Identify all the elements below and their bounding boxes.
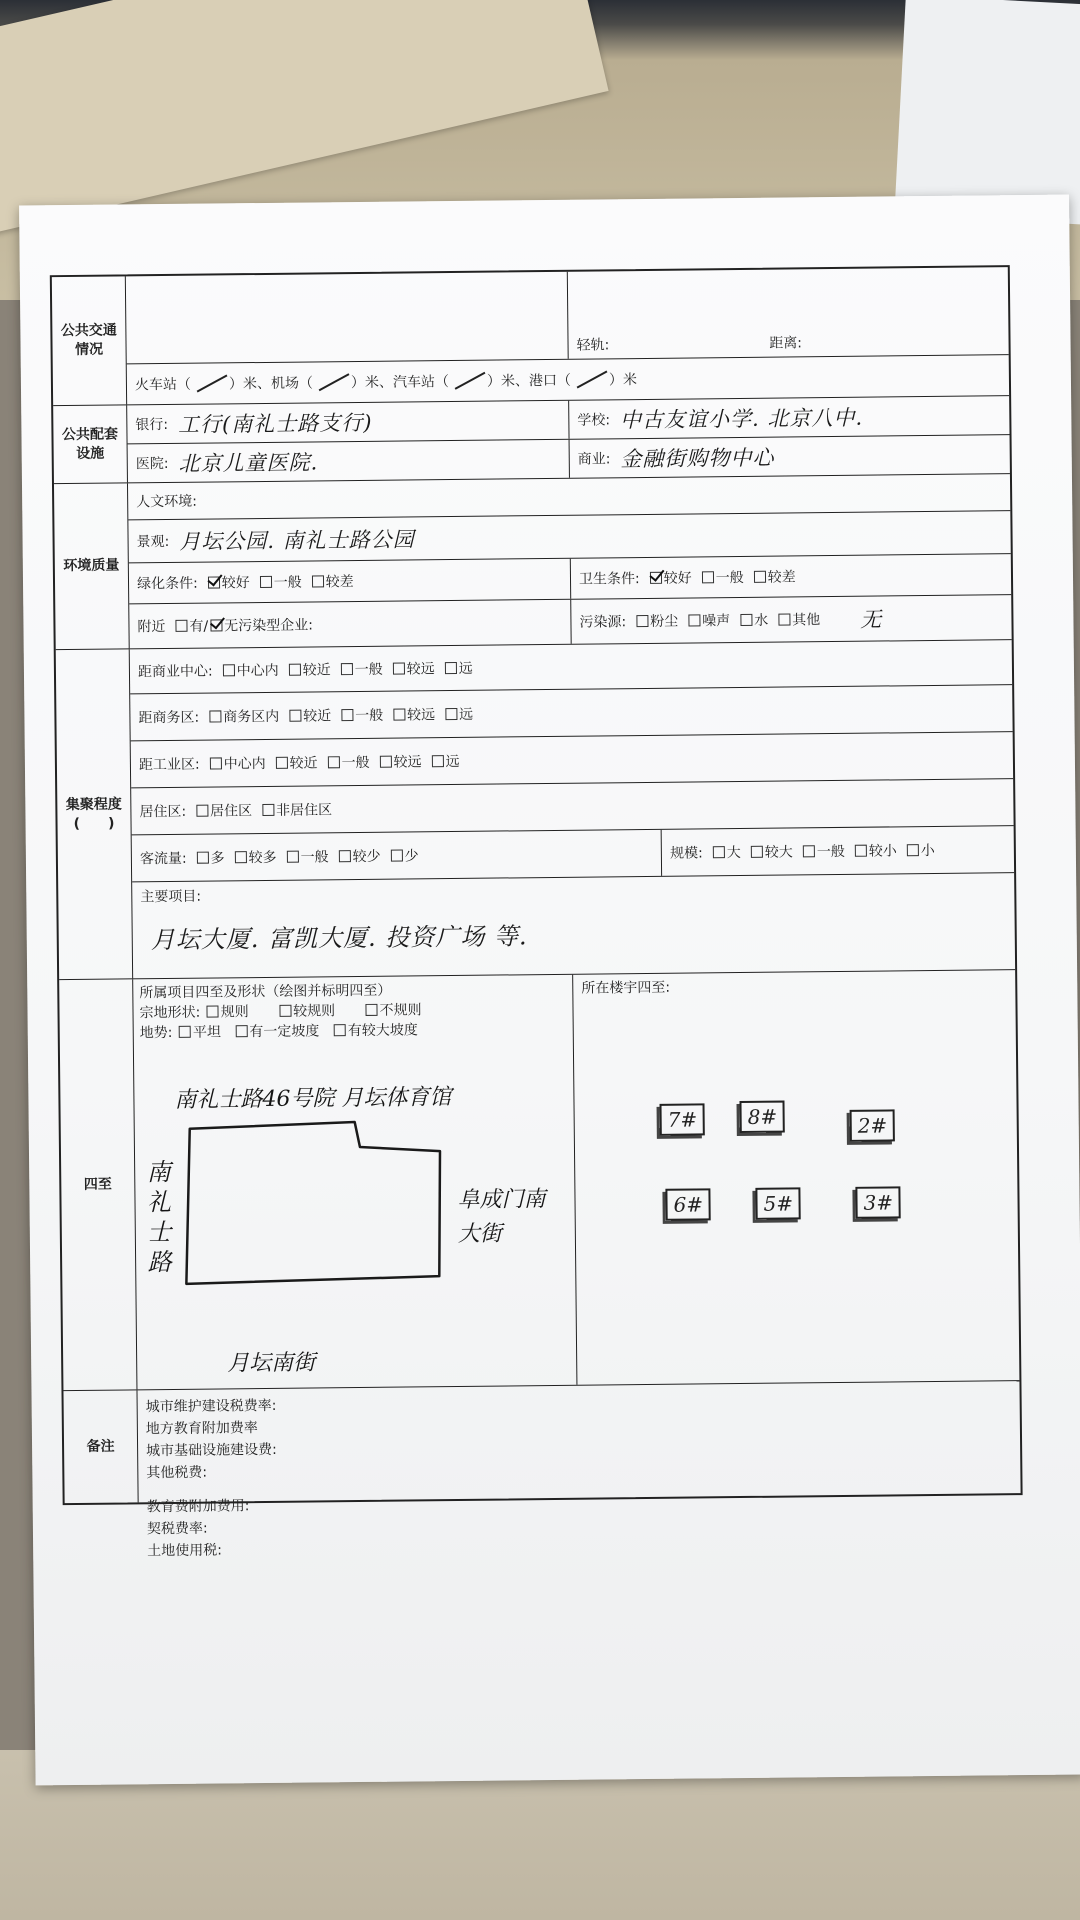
pollution-cell [570,595,1011,644]
projects-cell [132,873,1015,978]
notes-right-column [139,1486,581,1569]
checkbox-icon[interactable] [276,757,288,769]
checkbox-icon[interactable] [179,1026,191,1038]
nearby-opt-no: 无污染型企业: [224,617,314,635]
building-7: 7# [660,1103,706,1135]
school-value: 中古友谊小学. 北京八中. [619,405,864,433]
checkbox-icon[interactable] [312,575,324,587]
checkbox-icon[interactable] [380,756,392,768]
checkbox-icon[interactable] [235,851,247,863]
note-line: 契税费率: [146,1520,208,1538]
section-boundaries [59,970,1019,1391]
business-distance-cell [130,685,1012,740]
pollution-opt-water: 水 [754,612,769,629]
nearby-label: 附近 [137,619,166,636]
pollution-opt-noise: 噪声 [702,613,731,630]
checkbox-icon[interactable] [393,709,405,721]
option-text: 规则 [220,1004,249,1021]
option-text: 小 [920,842,935,860]
light-rail-cell [567,267,1009,359]
checkbox-icon[interactable] [688,614,700,626]
agglomeration-label-paren: ( ) [73,815,115,832]
site-sketch-title: 所属项目四至及形状（绘图并标明四至） [139,982,392,1002]
greening-label: 绿化条件: [136,575,198,593]
option-text: 远 [459,706,474,723]
building-6: 6# [665,1188,711,1220]
school-cell [568,396,1009,439]
option-text: 大 [726,845,741,862]
checkbox-icon[interactable] [289,710,301,722]
industrial-distance-cell [131,732,1013,787]
survey-form [50,265,1023,1560]
nearby-opt-yes: 有/ [189,618,209,635]
transport-blank [126,272,568,364]
checkbox-icon[interactable] [341,663,353,675]
section-notes [63,1381,1020,1560]
checkbox-icon[interactable] [636,615,648,627]
option-text: 较远 [393,754,422,771]
checkbox-icon[interactable] [235,1025,247,1037]
hospital-label: 医院: [135,455,169,473]
strike-mark-icon [571,370,609,388]
section-facilities [53,396,1010,484]
commerce-value: 金融街购物中心 [620,445,775,472]
site-sketch-panel [133,975,577,1390]
bus-station-label: ）米、汽车站（ [350,374,450,392]
paper-corner [894,0,1080,225]
business-distance-label: 距商务区: [138,709,200,727]
east-boundary-text: 阜成门南大街 [457,1187,546,1247]
school-label: 学校: [577,412,611,429]
option-text: 较近 [302,662,331,679]
nearby-cell [129,600,570,649]
checkbox-icon[interactable] [855,845,867,857]
checkbox-icon[interactable] [751,846,763,858]
note-line: 其他税费: [146,1464,208,1482]
option-text: 平坦 [192,1024,221,1041]
strike-mark-icon [313,373,351,391]
note-line: 城市基础设施建设费: [146,1441,277,1460]
scale-cell [661,826,1014,876]
greening-cell [129,559,570,604]
building-5: 5# [755,1187,801,1219]
option-text: 商务区内 [223,708,280,726]
sanitation-cell [570,554,1011,599]
residential-cell [131,779,1013,834]
bank-label: 银行: [135,416,169,434]
option-text: 远 [458,660,473,677]
option-text: 一般 [300,849,329,866]
checkbox-icon[interactable] [754,571,766,583]
scale-label: 规模: [669,845,703,862]
commerce-cell [569,435,1010,478]
checkbox-icon[interactable] [175,620,187,632]
checkbox-icon[interactable] [287,851,299,863]
checkbox-icon[interactable] [391,850,403,862]
sanitation-opt-poor: 较差 [767,569,796,586]
checkbox-icon[interactable] [334,1024,346,1036]
checkbox-icon[interactable] [260,576,272,588]
note-line: 教育费附加费用: [146,1498,250,1516]
terrain-label: 地势: [139,1024,173,1042]
pollution-opt-other: 其他 [792,612,821,629]
checkbox-icon[interactable] [210,757,222,769]
checkbox-icon[interactable] [445,662,457,674]
checkbox-icon[interactable] [339,850,351,862]
agglomeration-label-text: 集聚程度 [65,796,122,813]
light-rail-label: 轻轨: [576,337,610,354]
option-text: 有较大坡度 [347,1022,418,1040]
checkbox-icon[interactable] [207,1005,219,1017]
port-label: ）米、港口（ [486,372,572,390]
projects-label: 主要项目: [140,888,202,906]
distance-label: 距离: [769,335,803,352]
checkbox-icon[interactable] [393,663,405,675]
checkbox-icon[interactable] [223,664,235,676]
option-text: 一般 [816,843,845,861]
checkbox-icon[interactable] [279,1005,291,1017]
bank-value: 工行(南礼士路支行) [177,410,373,437]
environment-label-text: 环境质量 [63,557,120,575]
industrial-distance-label: 距工业区: [138,756,200,774]
survey-form-sheet [19,195,1080,1786]
checkbox-icon[interactable] [702,571,714,583]
checkbox-checked-icon[interactable] [650,572,662,584]
option-text: 不规则 [379,1002,422,1019]
boundaries-label [59,979,137,1390]
option-text: 少 [404,848,419,865]
option-text: 多 [210,850,225,867]
greening-opt-average: 一般 [273,574,302,591]
option-text: 一般 [354,661,383,679]
option-text: 非居住区 [276,802,333,819]
note-line: 地方教育附加费率 [145,1420,258,1438]
option-text: 中心内 [236,662,279,680]
note-line: 城市维护建设税费率: [145,1397,277,1416]
section-transport [52,267,1009,406]
strike-mark-icon [449,372,487,390]
building-layout-panel [573,970,1019,1385]
checkbox-icon[interactable] [328,756,340,768]
checkbox-icon[interactable] [778,613,790,625]
option-text: 居住区 [210,803,253,820]
traffic-cell [132,830,662,882]
sanitation-label: 卫生条件: [578,571,640,588]
scenery-value: 月坛公园. 南礼士路公园 [179,527,415,554]
option-text: 较小 [868,843,897,860]
checkbox-icon[interactable] [262,804,274,816]
transport-label-text: 公共交通情况 [60,322,117,358]
hospital-value: 北京儿童医院. [178,450,319,476]
checkbox-checked-icon[interactable] [208,576,220,588]
pollution-opt-dust: 粉尘 [650,613,679,630]
sanitation-opt-average: 一般 [715,569,744,587]
strike-mark-icon [191,374,229,392]
greening-opt-poor: 较差 [325,574,354,591]
note-line: 土地使用税: [147,1542,222,1560]
checkbox-icon[interactable] [803,845,815,857]
site-plot-outline [180,1106,452,1309]
scenery-label: 景观: [136,533,170,551]
building-2: 2# [850,1109,896,1141]
facilities-label [53,405,128,483]
building-3: 3# [855,1186,901,1218]
meter-label: ）米 [608,372,638,389]
section-agglomeration [56,640,1015,980]
option-text: 远 [445,753,460,771]
checkbox-icon[interactable] [432,755,444,767]
section-environment [54,474,1012,650]
option-text: 较大 [764,844,793,861]
train-station-label: 火车站（ [134,376,192,394]
terrain-row [140,1019,567,1043]
checkbox-icon[interactable] [907,844,919,856]
option-text: 较少 [352,848,381,866]
building-8: 8# [739,1101,785,1133]
traffic-label: 客流量: [139,850,187,868]
notes-label [63,1390,138,1503]
agglomeration-label [56,649,133,979]
checkbox-icon[interactable] [289,664,301,676]
option-text: 较多 [248,849,277,867]
transport-label [52,276,127,405]
commerce-label: 商业: [577,451,611,468]
environment-label [54,483,130,649]
projects-value: 月坛大厦. 富凯大厦. 投资广场 等. [150,922,528,955]
notes-left-column [137,1386,579,1491]
humanities-label: 人文环境: [136,493,197,511]
commercial-distance-label: 距商业中心: [137,663,213,681]
airport-label: ）米、机场（ [228,375,314,393]
option-text: 较规则 [293,1003,336,1020]
facilities-label-text: 公共配套设施 [61,426,119,462]
hospital-cell [128,440,569,483]
south-boundary-text: 月坛南街 [227,1350,316,1377]
greening-opt-good: 较好 [221,575,250,592]
option-text: 较近 [303,708,332,725]
checkbox-icon[interactable] [196,805,208,817]
boundaries-label-text: 四至 [83,1176,112,1193]
checkbox-icon[interactable] [740,614,752,626]
bank-cell [127,401,568,444]
option-text: 较远 [406,661,435,678]
building-layout-title: 所在楼宇四至: [581,979,671,997]
west-boundary-text: 南礼士路 [142,1158,172,1280]
checkbox-icon[interactable] [197,852,209,864]
shape-label: 宗地形状: [139,1004,201,1022]
option-text: 一般 [341,754,370,772]
pollution-label: 污染源: [579,614,627,631]
notes-label-text: 备注 [86,1438,115,1455]
checkbox-checked-icon[interactable] [210,619,222,631]
pollution-note: 无 [860,607,883,632]
checkbox-icon[interactable] [209,710,221,722]
option-text: 中心内 [223,755,266,773]
checkbox-icon[interactable] [341,709,353,721]
option-text: 有一定坡度 [249,1023,320,1041]
residential-label: 居住区: [139,803,187,821]
option-text: 较近 [289,755,318,772]
checkbox-icon[interactable] [366,1004,378,1016]
commercial-distance-cell [130,640,1012,693]
north-boundary-text: 南礼士路46号院 月坛体育馆 [174,1085,452,1113]
checkbox-icon[interactable] [713,846,725,858]
option-text: 较远 [407,707,436,724]
option-text: 一般 [355,707,384,725]
checkbox-icon[interactable] [445,708,457,720]
sanitation-opt-good: 较好 [663,570,692,587]
